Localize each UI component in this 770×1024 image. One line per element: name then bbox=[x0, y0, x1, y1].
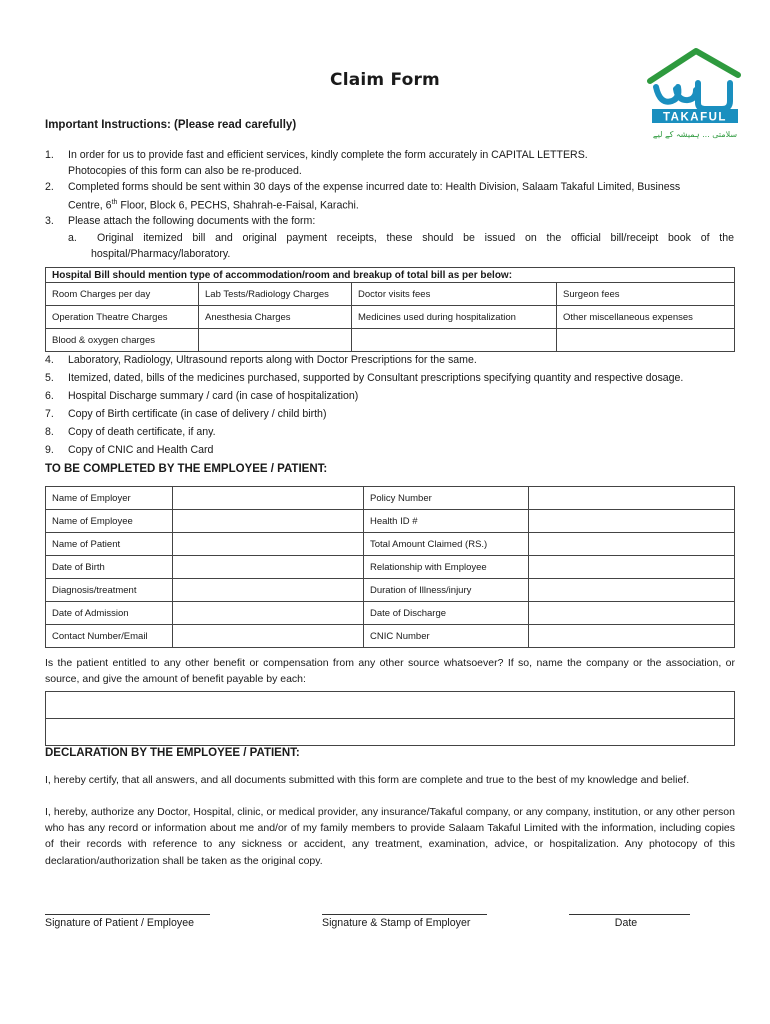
field-label: Total Amount Claimed (RS.) bbox=[364, 533, 529, 556]
table-row bbox=[46, 625, 735, 648]
patient-signature-line[interactable] bbox=[45, 914, 210, 915]
salaam-takaful-logo bbox=[646, 45, 742, 143]
logo-english-text: TAKAFUL bbox=[663, 111, 727, 124]
table-cell: Blood & oxygen charges bbox=[46, 329, 199, 352]
field-label: CNIC Number bbox=[364, 625, 529, 648]
item-text: Please attach the following documents with the form: bbox=[68, 215, 316, 227]
item-text: Copy of CNIC and Health Card bbox=[68, 444, 214, 456]
instructions-heading: Important Instructions: (Please read carefully) bbox=[45, 119, 297, 131]
table-cell: Surgeon fees bbox=[557, 283, 735, 306]
item-text: Hospital Discharge summary / card (in case of hospitalization) bbox=[68, 390, 359, 402]
instruction-item-7 bbox=[0, 406, 770, 422]
table-cell: Lab Tests/Radiology Charges bbox=[199, 283, 352, 306]
instruction-item-5 bbox=[0, 370, 770, 386]
cnic-number-field[interactable] bbox=[529, 625, 735, 648]
duration-of-illness-field[interactable] bbox=[529, 579, 735, 602]
employee-section-heading: TO BE COMPLETED BY THE EMPLOYEE / PATIENT: bbox=[45, 463, 328, 475]
table-row bbox=[46, 602, 735, 625]
employee-details-table bbox=[45, 486, 735, 648]
item-number: 4. bbox=[45, 354, 54, 366]
item-text: Copy of death certificate, if any. bbox=[68, 426, 216, 438]
item-text: Itemized, dated, bills of the medicines purchased, supported by Consultant prescriptions specifying quantity and respective dosage. bbox=[68, 372, 684, 384]
contact-field[interactable] bbox=[173, 625, 364, 648]
table-row bbox=[46, 510, 735, 533]
table-row bbox=[46, 556, 735, 579]
other-benefit-field-1[interactable] bbox=[46, 692, 735, 719]
instruction-item-9 bbox=[0, 442, 770, 458]
superscript: th bbox=[111, 199, 118, 206]
sub-item-text: Original itemized bill and original payment receipts, these should be issued on the official bill/receipt book of the bbox=[97, 232, 734, 244]
table-row bbox=[46, 283, 735, 306]
sub-item-text-line2: hospital/Pharmacy/laboratory. bbox=[91, 248, 231, 260]
employer-name-field[interactable] bbox=[173, 487, 364, 510]
instruction-item-1 bbox=[0, 147, 770, 179]
item-text-line2a: Centre, 6 bbox=[68, 199, 112, 212]
date-of-birth-field[interactable] bbox=[173, 556, 364, 579]
instruction-item-2 bbox=[0, 179, 770, 211]
instruction-item-4 bbox=[0, 352, 770, 368]
table-cell: Anesthesia Charges bbox=[199, 306, 352, 329]
field-label: Name of Employee bbox=[46, 510, 173, 533]
date-of-admission-field[interactable] bbox=[173, 602, 364, 625]
field-label: Duration of Illness/injury bbox=[364, 579, 529, 602]
amount-claimed-field[interactable] bbox=[529, 533, 735, 556]
instruction-item-6 bbox=[0, 388, 770, 404]
declaration-paragraph-1: I, hereby certify, that all answers, and all documents submitted with this form are complete and true to the best of my knowledge and belief. bbox=[45, 774, 690, 786]
field-label: Name of Employer bbox=[46, 487, 173, 510]
item-number: 8. bbox=[45, 426, 54, 438]
table-cell bbox=[199, 329, 352, 352]
patient-signature-label: Signature of Patient / Employee bbox=[45, 917, 194, 929]
instruction-item-8 bbox=[0, 424, 770, 440]
declaration-heading: DECLARATION BY THE EMPLOYEE / PATIENT: bbox=[45, 747, 300, 759]
item-text: In order for us to provide fast and efficient services, kindly complete the form accurately in CAPITAL LETTERS. bbox=[68, 149, 588, 161]
field-label: Date of Discharge bbox=[364, 602, 529, 625]
item-text: Laboratory, Radiology, Ultrasound reports along with Doctor Prescriptions for the same. bbox=[68, 354, 477, 366]
field-label: Diagnosis/treatment bbox=[46, 579, 173, 602]
other-benefit-field-2[interactable] bbox=[46, 719, 735, 746]
health-id-field[interactable] bbox=[529, 510, 735, 533]
table-cell bbox=[352, 329, 557, 352]
other-benefit-table bbox=[45, 691, 735, 746]
field-label: Date of Birth bbox=[46, 556, 173, 579]
field-label: Name of Patient bbox=[46, 533, 173, 556]
declaration-paragraph-2: I, hereby, authorize any Doctor, Hospital, clinic, or medical provider, any insurance/Takaful company, or any company, institution, or any other person who has any record or information about me and/or of my family members to provide Salaam Takaful Limited with the information, including copies of their records with reference to any sickness or accident, any treatment, examination, advice, or hospitalization. Any photocopy of this declaration/authorization shall be taken as the original copy. bbox=[45, 806, 735, 867]
table-cell bbox=[557, 329, 735, 352]
employer-signature-label: Signature & Stamp of Employer bbox=[322, 917, 471, 929]
item-text: Completed forms should be sent within 30 days of the expense incurred date to: Health Division, Salaam Takaful Limited, Business bbox=[68, 181, 681, 193]
table-cell: Room Charges per day bbox=[46, 283, 199, 306]
employee-name-field[interactable] bbox=[173, 510, 364, 533]
date-line[interactable] bbox=[569, 914, 690, 915]
diagnosis-field[interactable] bbox=[173, 579, 364, 602]
sub-item-label: a. bbox=[68, 232, 77, 244]
table-cell: Operation Theatre Charges bbox=[46, 306, 199, 329]
item-number: 1. bbox=[45, 149, 54, 161]
field-label: Relationship with Employee bbox=[364, 556, 529, 579]
table-cell: Doctor visits fees bbox=[352, 283, 557, 306]
table-cell: Medicines used during hospitalization bbox=[352, 306, 557, 329]
table-row bbox=[46, 533, 735, 556]
item-number: 5. bbox=[45, 372, 54, 384]
item-number: 6. bbox=[45, 390, 54, 402]
policy-number-field[interactable] bbox=[529, 487, 735, 510]
table-row bbox=[46, 579, 735, 602]
hospital-bill-table bbox=[45, 267, 735, 352]
table-row bbox=[46, 329, 735, 352]
item-number: 7. bbox=[45, 408, 54, 420]
other-benefit-question: Is the patient entitled to any other benefit or compensation from any other source whatsoever? If so, name the company or the association, or source, and give the amount of benefit payable by each: bbox=[45, 657, 735, 686]
item-text: Copy of Birth certificate (in case of delivery / child birth) bbox=[68, 408, 327, 420]
field-label: Policy Number bbox=[364, 487, 529, 510]
field-label: Contact Number/Email bbox=[46, 625, 173, 648]
instruction-item-3 bbox=[0, 213, 770, 261]
patient-name-field[interactable] bbox=[173, 533, 364, 556]
item-text-line2: Photocopies of this form can also be re-produced. bbox=[68, 165, 302, 177]
page-title: Claim Form bbox=[330, 70, 440, 90]
table-row bbox=[46, 306, 735, 329]
table-row bbox=[46, 487, 735, 510]
item-number: 3. bbox=[45, 215, 54, 227]
employer-signature-line[interactable] bbox=[322, 914, 487, 915]
date-label: Date bbox=[614, 917, 638, 929]
field-label: Health ID # bbox=[364, 510, 529, 533]
item-number: 9. bbox=[45, 444, 54, 456]
item-number: 2. bbox=[45, 181, 54, 193]
relationship-field[interactable] bbox=[529, 556, 735, 579]
logo-graphic bbox=[646, 45, 742, 143]
item-text-line2b: Floor, Block 6, PECHS, Shahrah-e-Faisal, Karachi. bbox=[117, 199, 359, 212]
date-of-discharge-field[interactable] bbox=[529, 602, 735, 625]
logo-tagline: سلامتی ... ہمیشہ کے لیے bbox=[652, 130, 738, 139]
hospital-bill-heading: Hospital Bill should mention type of accommodation/room and breakup of total bill as per below: bbox=[46, 268, 735, 283]
table-cell: Other miscellaneous expenses bbox=[557, 306, 735, 329]
field-label: Date of Admission bbox=[46, 602, 173, 625]
